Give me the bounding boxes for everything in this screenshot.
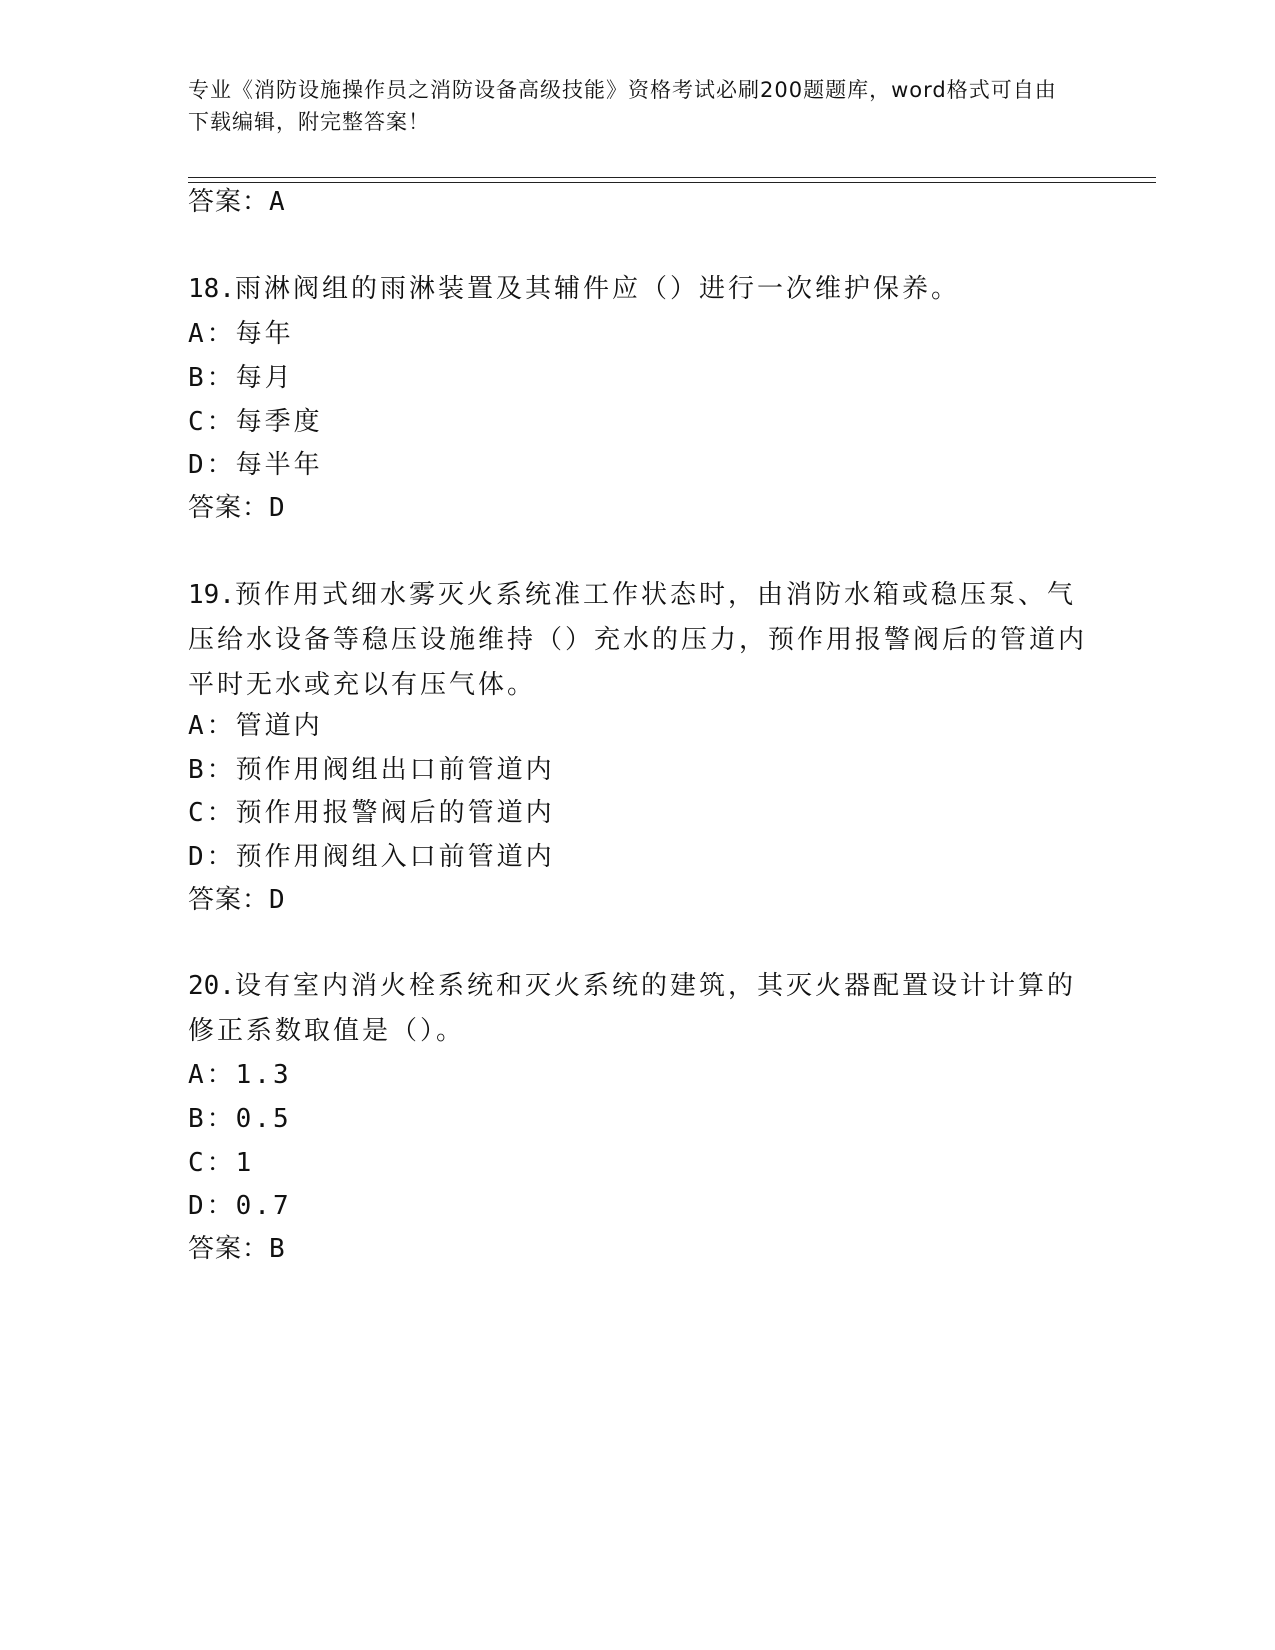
answer-value: B (269, 1234, 286, 1264)
answer-line-20 (188, 1231, 286, 1267)
question-19-option-b: B：预作用阀组出口前管道内 (188, 755, 555, 785)
question-text: 预作用式细水雾灭火系统准工作状态时，由消防水箱或稳压泵、气压给水设备等稳压设施维持（）充水的压力，预作用报警阀后的管道内平时无水或充以有压气体。 (188, 580, 1088, 700)
header-divider-bottom (188, 182, 1156, 183)
question-20-option-a: A：1.3 (188, 1060, 292, 1090)
answer-value: D (269, 885, 286, 915)
question-number: 19. (188, 580, 235, 610)
question-number: 18. (188, 274, 235, 304)
question-number: 20. (188, 971, 235, 1001)
question-18-stem (188, 267, 1088, 312)
question-19-option-d: D：预作用阀组入口前管道内 (188, 842, 555, 872)
document-header: 专业《消防设施操作员之消防设备高级技能》资格考试必刷200题题库，word格式可自由下载编辑，附完整答案！ (188, 78, 1057, 134)
question-text: 设有室内消火栓系统和灭火系统的建筑，其灭火器配置设计计算的修正系数取值是（）。 (188, 971, 1076, 1046)
question-18-option-b: B：每月 (188, 363, 294, 393)
question-text: 雨淋阀组的雨淋装置及其辅件应（）进行一次维护保养。 (234, 274, 960, 304)
answer-label: 答案： (188, 493, 270, 523)
question-19-stem (188, 573, 1088, 708)
question-18-option-c: C：每季度 (188, 407, 323, 437)
question-20-option-c: C：1 (188, 1148, 255, 1178)
question-20-stem (188, 964, 1088, 1054)
answer-value: A (269, 187, 286, 217)
answer-line-18 (188, 490, 286, 526)
question-18-option-d: D：每半年 (188, 450, 323, 480)
answer-value: D (269, 493, 286, 523)
question-20-option-b: B：0.5 (188, 1104, 292, 1134)
answer-label: 答案： (188, 1234, 270, 1264)
question-18-option-a: A：每年 (188, 319, 294, 349)
answer-line-19 (188, 882, 286, 918)
header-divider-top (188, 177, 1156, 178)
question-19-option-c: C：预作用报警阀后的管道内 (188, 798, 555, 828)
question-19-option-a: A：管道内 (188, 711, 323, 741)
question-20-option-d: D：0.7 (188, 1191, 292, 1221)
answer-label: 答案： (188, 885, 270, 915)
answer-label: 答案： (188, 187, 270, 217)
answer-line-17 (188, 184, 286, 220)
